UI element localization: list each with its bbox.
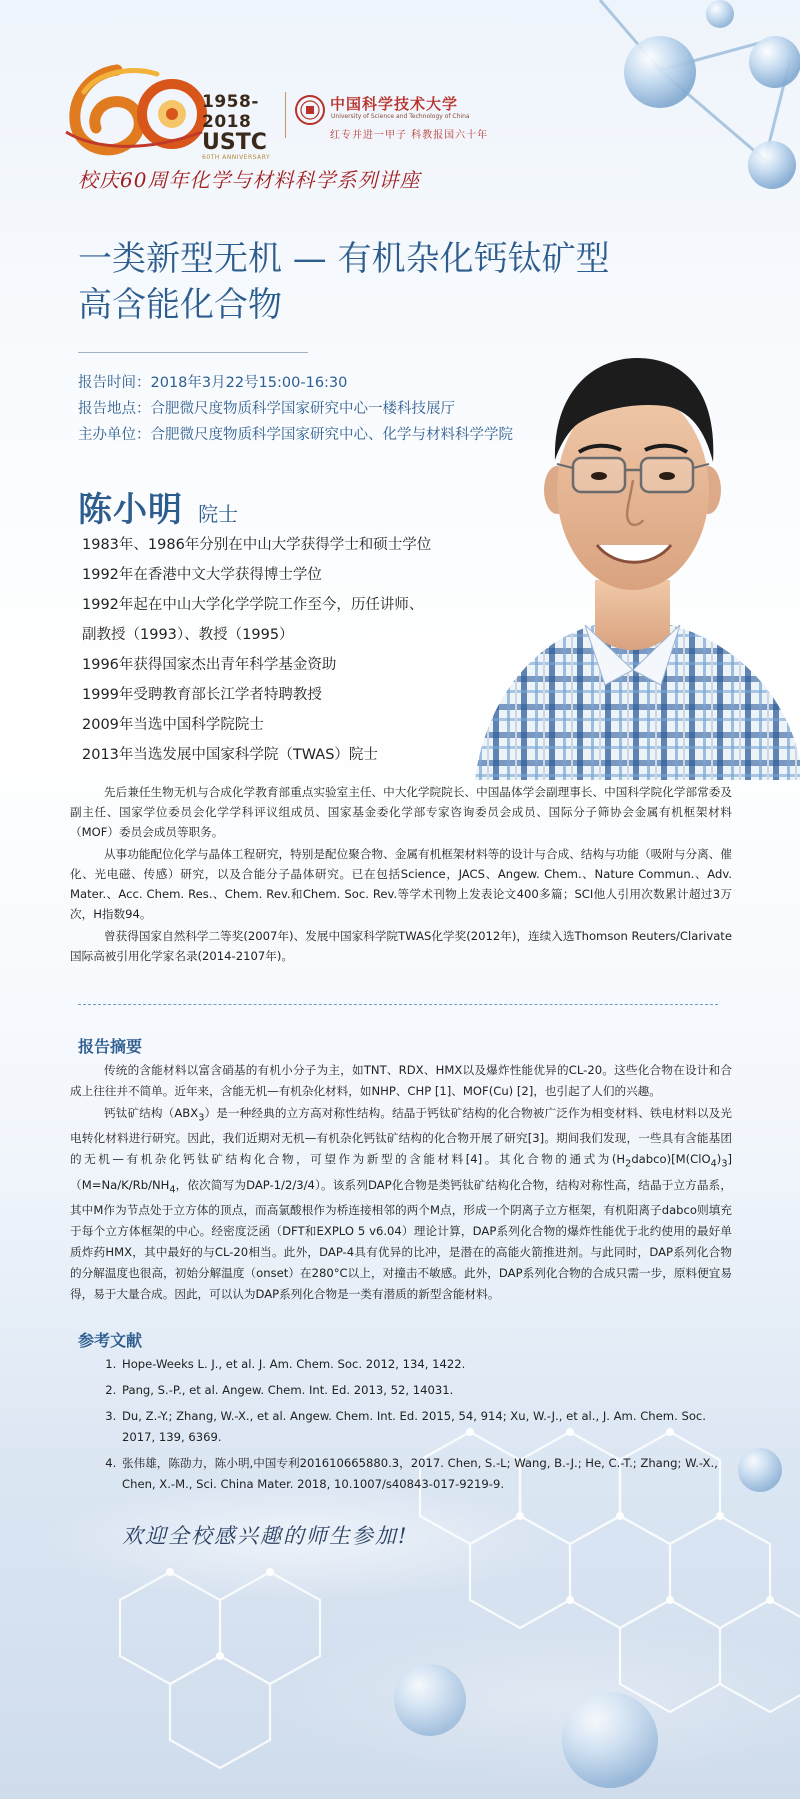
logo-years: 1958-2018 [202,92,259,132]
cv-line: 1999年受聘教育部长江学者特聘教授 [82,687,322,703]
speaker-cv [82,530,431,770]
university-name-en: University of Science and Technology of China [331,113,470,120]
university-name-cn: 中国科学技术大学 [330,95,459,113]
lecture-info [78,370,513,448]
reference-item: 2. Pang, S.-P., et al. Angew. Chem. Int. Ed. 2013, 52, 14031. [120,1380,720,1401]
abstract-body [70,1060,732,1306]
logo-abbreviation: USTC [202,130,267,155]
reference-item: 1. Hope-Weeks L. J., et al. J. Am. Chem. Soc. 2012, 134, 1422. [120,1354,720,1375]
lecture-title-line-2: 高含能化合物 [78,285,282,325]
logo-anniversary-label: 60TH ANNIVERSARY [202,154,271,161]
lecture-title-line-1: 一类新型无机 — 有机杂化钙钛矿型 [78,239,610,279]
cv-line: 副教授（1993）、教授（1995） [82,627,294,643]
title-divider [78,352,308,353]
references-list [100,1354,720,1500]
ustc-seal-icon [294,94,326,126]
anniversary-60-logo [62,62,212,162]
section-divider [78,1004,718,1005]
speaker-heading [78,482,238,531]
reference-item: 4. 张伟雄，陈劭力，陈小明,中国专利201610665880.3，2017. Chen, S.-L; Wang, B.-J.; He, C.-T.; Zhang; W.-X., Chen, X.-M., Sci. China Mater. 2018, 10.1007/s40843-017-9219-9. [120,1453,720,1495]
lecture-title [78,236,718,328]
speaker-portrait [465,340,800,780]
lecture-time: 报告时间：2018年3月22号15:00-16:30 [78,375,348,391]
bio-paragraph: 从事功能配位化学与晶体工程研究，特别是配位聚合物、金属有机框架材料等的设计与合成、结构与功能（吸附与分离、催化、光电磁、传感）研究，以及合能分子晶体研究。已在包括Science，JACS、Angew. Chem.、Nature Commun.、Adv. Mater.、Acc. Chem. Res.、Chem. Rev.和Chem. Soc. Rev.等学术刊物上发表论文400多篇；SCI他人引用次数累计超过3万次，H指数94。 [70,847,732,921]
cv-line: 2009年当选中国科学院院士 [82,717,264,733]
cv-line: 2013年当选发展中国家科学院（TWAS）院士 [82,747,378,763]
speaker-title: 院士 [198,502,239,526]
speaker-bio [70,782,732,968]
abstract-heading: 报告摘要 [78,1037,143,1056]
lecture-venue: 报告地点：合肥微尺度物质科学国家研究中心一楼科技展厅 [78,401,455,417]
logo-divider [285,92,286,138]
bio-paragraph: 先后兼任生物无机与合成化学教育部重点实验室主任、中大化学院院长、中国晶体学会副理事长、中国科学院化学部常委及副主任、国家学位委员会化学学科评议组成员、国家基金委化学部专家咨询委员会成员、国际分子筛协会金属有机框架材料（MOF）委员会成员等职务。 [70,785,732,839]
cv-line: 1992年起在中山大学化学学院工作至今，历任讲师、 [82,597,424,613]
welcome-message: 欢迎全校感兴趣的师生参加! [122,1524,409,1548]
cv-line: 1992年在香港中文大学获得博士学位 [82,567,322,583]
bio-paragraph: 曾获得国家自然科学二等奖(2007年)、发展中国家科学院TWAS化学奖(2012年)，连续入选Thomson Reuters/Clarivate国际高被引用化学家名录(2014-2107年)。 [70,929,732,963]
university-motto: 红专并进一甲子 科教报国六十年 [330,130,489,141]
reference-item: 3. Du, Z.-Y.; Zhang, W.-X., et al. Angew. Chem. Int. Ed. 2015, 54, 914; Xu, W.-J., et al., J. Am. Chem. Soc. 2017, 139, 6369. [120,1406,720,1448]
cv-line: 1983年、1986年分别在中山大学获得学士和硕士学位 [82,537,432,553]
cv-line: 1996年获得国家杰出青年科学基金资助 [82,657,337,673]
references-heading: 参考文献 [78,1331,143,1350]
speaker-name: 陈小明 [78,490,183,530]
series-title: 校庆60周年化学与材料科学系列讲座 [78,168,421,192]
abstract-paragraph-2: 钙钛矿结构$(ABX_3)$是一种经典的立方高对称性结构。结晶于钙钛矿结构的化合物被广泛作为相变材料、铁电材料以及光电转化材料进行研究。因此，我们近期对无机—有机杂化钙钛矿结构的化合物开展了研究[3]。期间我们发现，一些具有含能基团的无机—有机杂化钙钛矿结构化合物，可望作为新型的含能材料[4]。其化合物的通式为$(H_2dabco)[M(ClO_4)_3](M=Na/K/Rb/NH_4$，依次简写为DAP-1/2/3/4）。该系列DAP化合物是类钙钛矿结构化合物，结构对称性高，结晶于立方晶系，其中M作为节点处于立方体的顶点，而高氯酸根作为桥连接相邻的两个M点，形成一个阴离子立方框架，有机阳离子dabco则填充于每个立方体框架的中心。经密度泛函（DFT和EXPLO 5 v6.04）理论计算，DAP系列化合物的爆炸性能优于北约使用的最好单质炸药HMX，其中最好的与CL-20相当。此外，DAP-4具有优异的比冲，是潜在的高能火箭推进剂。与此同时，DAP系列化合物的分解温度也很高，初始分解温度（onset）在280°C以上，对撞击不敏感。此外，DAP系列化合物的合成只需一步，原料便宜易得，易于大量合成。因此，可以认为DAP系列化合物是一类有潜质的新型含能材料。 [70,1106,733,1301]
abstract-paragraph-1: 传统的含能材料以富含硝基的有机小分子为主，如TNT、RDX、HMX以及爆炸性能优异的CL-20。这些化合物在设计和合成上往往并不简单。近年来，含能无机—有机杂化材料，如NHP、CHP [1]、MOF(Cu) [2]，也引起了人们的兴趣。 [70,1063,732,1098]
lecture-host: 主办单位：合肥微尺度物质科学国家研究中心、化学与材料科学学院 [78,427,513,443]
